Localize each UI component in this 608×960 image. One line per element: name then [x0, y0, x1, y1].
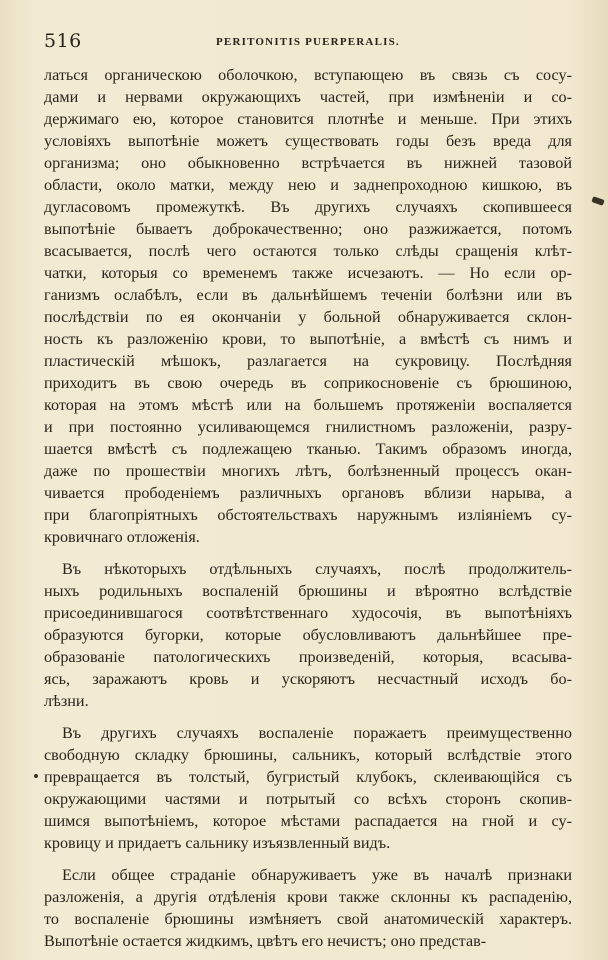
text-line: и при постоянно усиливающемся гнилистномъ разложеніи, разру-: [44, 418, 572, 436]
text-line: выпотѣніе бываетъ доброкачественно; оно разжижается, потомъ: [44, 220, 572, 238]
paragraph-gap: [44, 712, 572, 722]
text-line: чатки, которыя со временемъ также исчезаютъ. — Но если ор-: [44, 264, 572, 282]
text-line: ность къ разложенію крови, то выпотѣніе, а вмѣстѣ съ нимъ и: [44, 330, 572, 348]
text-line: образованіе патологическихъ произведеній, которыя, всасыва-: [44, 648, 572, 666]
paragraph: [44, 64, 572, 548]
text-line: даже по прошествіи многихъ лѣтъ, болѣзненный процессъ окан-: [44, 462, 572, 480]
text-line: то воспаленіе брюшины измѣняетъ свой анатомическій характеръ.: [44, 910, 572, 928]
text-line: Выпотѣніе остается жидкимъ, цвѣтъ его нечистъ; оно представ-: [44, 932, 487, 950]
text-line: образуются бугорки, которые обусловливаютъ дальнѣйшее пре-: [44, 626, 572, 644]
paragraph-gap: [44, 854, 572, 864]
text-line: приходитъ въ свою очередь въ соприкосновеніе съ брюшиною,: [44, 374, 572, 392]
paragraph: [44, 864, 572, 952]
text-line: шается вмѣстѣ съ подлежащею тканью. Такимъ образомъ иногда,: [44, 440, 572, 458]
paragraph: [44, 722, 572, 854]
text-line: условіяхъ выпотѣніе можетъ существовать годы безъ вреда для: [44, 132, 572, 150]
page-number: 516: [44, 30, 82, 52]
text-line: присоединившагося соотвѣтственнаго худосочія, въ выпотѣніяхъ: [44, 604, 572, 622]
text-line: шимся выпотѣніемъ, которое мѣстами распадается на гной и су-: [44, 812, 572, 830]
text-line: окружающими частями и потрытый со всѣхъ сторонъ скопив-: [44, 790, 572, 808]
margin-ink-mark: [591, 196, 604, 206]
text-line: при благопріятныхъ обстоятельствахъ наружнымъ изліяніемъ су-: [44, 506, 572, 524]
text-line: ныхъ родильныхъ воспаленій брюшины и вѣроятно вслѣдствіе: [44, 582, 572, 600]
text-line: разложенія, а другія отдѣленія крови также склонны къ распаденію,: [44, 888, 572, 906]
text-line: ганизмъ ослабѣлъ, если въ дальнѣйшемъ теченіи болѣзни или въ: [44, 286, 572, 304]
text-line: пластическій мѣшокъ, разлагается на сукровицу. Послѣдняя: [44, 352, 572, 370]
running-head: PERITONITIS PUERPERALIS.: [216, 36, 400, 48]
text-line: всасывается, послѣ чего остаются только слѣды сращенія клѣт-: [44, 242, 572, 260]
text-line: лѣзни.: [44, 692, 89, 710]
text-line: кровицу и придаетъ сальнику изъязвленный видъ.: [44, 834, 391, 852]
text-line: организма; оно обыкновенно встрѣчается въ нижней тазовой: [44, 154, 572, 172]
text-line: держимаго ею, которое становится плотнѣе и меньше. При этихъ: [44, 110, 572, 128]
text-line: Въ другихъ случаяхъ воспаленіе поражаетъ преимущественно: [62, 724, 572, 742]
text-line: послѣдствіи по ея окончаніи у больной обнаруживается склон-: [44, 308, 572, 326]
text-line: дугласовомъ промежуткѣ. Въ другихъ случаяхъ скопившееся: [44, 198, 572, 216]
text-line: латься органическою оболочкою, вступающею въ связь съ сосу-: [44, 66, 572, 84]
text-line: которая на этомъ мѣстѣ или на большемъ протяженіи воспаляется: [44, 396, 572, 414]
text-line: кровичнаго отложенія.: [44, 528, 200, 546]
text-line: Если общее страданіе обнаруживаетъ уже въ началѣ признаки: [62, 866, 572, 884]
text-line: Въ нѣкоторыхъ отдѣльныхъ случаяхъ, послѣ продолжитель-: [62, 560, 572, 578]
text-line: свободную складку брюшины, сальникъ, который вслѣдствіе этого: [44, 746, 572, 764]
text-line: ясь, заражаютъ кровь и ускоряютъ несчастный исходъ бо-: [44, 670, 572, 688]
text-line: превращается въ толстый, бугристый клубокъ, склеивающійся съ: [44, 768, 572, 786]
body-text: [44, 64, 572, 952]
page-header: [44, 30, 572, 54]
text-line: дами и нервами окружающихъ частей, при измѣненіи и со-: [44, 88, 572, 106]
paragraph-gap: [44, 548, 572, 558]
text-line: области, около матки, между нею и заднепроходною кишкою, въ: [44, 176, 572, 194]
paragraph: [44, 558, 572, 712]
text-line: чивается прободеніемъ различныхъ органовъ вблизи нарыва, а: [44, 484, 572, 502]
margin-ink-dot: [34, 774, 38, 778]
